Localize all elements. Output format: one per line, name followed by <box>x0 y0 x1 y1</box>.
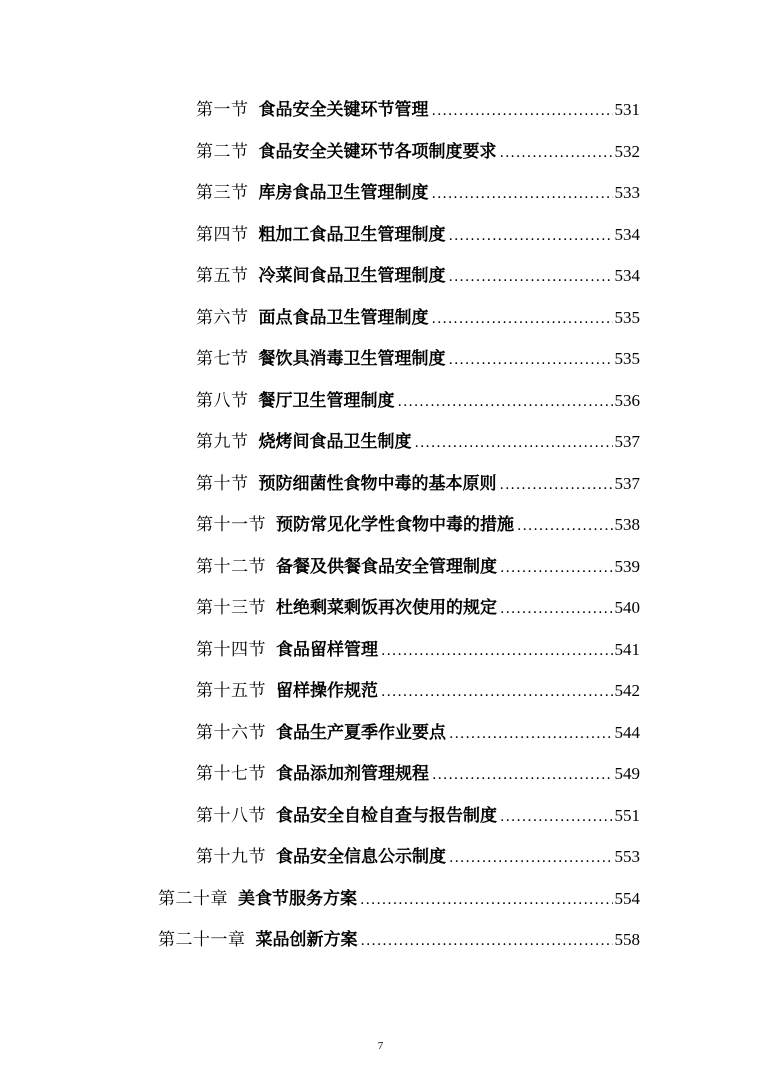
toc-entry-number: 第十九节 <box>196 847 266 867</box>
toc-entry-number: 第五节 <box>196 266 249 286</box>
toc-entry-page: 531 <box>614 100 640 119</box>
toc-entry[interactable] <box>196 469 640 499</box>
toc-entry-page: 558 <box>614 930 640 949</box>
toc-entry[interactable] <box>196 676 640 706</box>
toc-entry-title: 食品安全关键环节管理 <box>258 100 429 120</box>
toc-leader-dots <box>432 760 613 790</box>
toc-entry-number: 第二十一章 <box>158 930 246 950</box>
toc-entry-page: 539 <box>614 557 640 576</box>
toc-entry[interactable] <box>196 510 640 540</box>
toc-entry-title: 备餐及供餐食品安全管理制度 <box>276 557 497 577</box>
toc-entry-page: 532 <box>614 142 640 161</box>
toc-entry-title: 食品生产夏季作业要点 <box>276 723 446 743</box>
toc-entry-chapter[interactable] <box>158 884 640 914</box>
toc-entry[interactable] <box>196 178 640 208</box>
toc-entry-page: 541 <box>614 640 640 659</box>
toc-leader-dots <box>449 221 613 251</box>
toc-entry-title: 预防细菌性食物中毒的基本原则 <box>258 474 497 494</box>
toc-leader-dots <box>449 345 613 375</box>
toc-entry-page: 544 <box>614 723 640 742</box>
toc-entry-number: 第三节 <box>196 183 249 203</box>
toc-leader-dots <box>415 428 613 458</box>
toc-entry-page: 542 <box>614 681 640 700</box>
toc-entry-page: 554 <box>614 889 640 908</box>
toc-leader-dots <box>500 553 613 583</box>
toc-entry-title: 食品安全信息公示制度 <box>276 847 446 867</box>
toc-entry[interactable] <box>196 386 640 416</box>
toc-entry[interactable] <box>196 344 640 374</box>
toc-entry[interactable] <box>196 220 640 250</box>
toc-entry-title: 食品安全关键环节各项制度要求 <box>258 142 497 162</box>
toc-entry-title: 面点食品卫生管理制度 <box>258 308 429 328</box>
toc-entry-title: 食品安全自检自查与报告制度 <box>276 806 497 826</box>
toc-entry-number: 第十四节 <box>196 640 266 660</box>
toc-leader-dots <box>500 470 613 500</box>
toc-entry-chapter[interactable] <box>158 925 640 955</box>
toc-leader-dots <box>517 511 613 541</box>
toc-entry[interactable] <box>196 552 640 582</box>
toc-entry-number: 第六节 <box>196 308 249 328</box>
toc-entry-number: 第十五节 <box>196 681 266 701</box>
toc-entry-title: 杜绝剩菜剩饭再次使用的规定 <box>276 598 497 618</box>
toc-entry-page: 549 <box>614 764 640 783</box>
toc-entry-page: 551 <box>614 806 640 825</box>
toc-leader-dots <box>398 387 613 417</box>
toc-entry[interactable] <box>196 261 640 291</box>
toc-entry-page: 536 <box>614 391 640 410</box>
toc-entry[interactable] <box>196 759 640 789</box>
toc-leader-dots <box>449 719 613 749</box>
toc-entry-number: 第十三节 <box>196 598 266 618</box>
toc-leader-dots <box>432 96 613 126</box>
toc-entry-title: 美食节服务方案 <box>238 889 357 909</box>
toc-entry-page: 535 <box>614 308 640 327</box>
page-number: 7 <box>377 1040 384 1052</box>
toc-entry-title: 餐饮具消毒卫生管理制度 <box>258 349 446 369</box>
toc-entry[interactable] <box>196 635 640 665</box>
toc-leader-dots <box>432 304 613 334</box>
toc-entry[interactable] <box>196 137 640 167</box>
toc-entry-page: 553 <box>614 847 640 866</box>
toc-leader-dots <box>381 677 613 707</box>
toc-entry-title: 库房食品卫生管理制度 <box>258 183 429 203</box>
toc-entry-page: 537 <box>614 474 640 493</box>
toc-entry-number: 第七节 <box>196 349 249 369</box>
toc-entry[interactable] <box>196 801 640 831</box>
toc-entry-title: 烧烤间食品卫生制度 <box>258 432 412 452</box>
toc-entry-number: 第二十章 <box>158 889 228 909</box>
toc-leader-dots <box>381 636 613 666</box>
toc-entry-number: 第八节 <box>196 391 249 411</box>
toc-entry-title: 预防常见化学性食物中毒的措施 <box>276 515 514 535</box>
toc-entry-number: 第十二节 <box>196 557 266 577</box>
toc-leader-dots <box>500 802 613 832</box>
toc-leader-dots <box>361 926 613 956</box>
toc-entry-title: 菜品创新方案 <box>255 930 358 950</box>
toc-entry-page: 540 <box>614 598 640 617</box>
toc-entry-page: 534 <box>614 266 640 285</box>
toc-entry[interactable] <box>196 427 640 457</box>
toc-entry-title: 餐厅卫生管理制度 <box>258 391 395 411</box>
toc-entry-number: 第二节 <box>196 142 249 162</box>
toc-entry-number: 第十七节 <box>196 764 266 784</box>
toc-entry-number: 第十六节 <box>196 723 266 743</box>
toc-leader-dots <box>432 179 613 209</box>
toc-entry-title: 冷菜间食品卫生管理制度 <box>258 266 446 286</box>
toc-leader-dots <box>360 885 613 915</box>
toc-entry-page: 535 <box>614 349 640 368</box>
toc-entry-number: 第四节 <box>196 225 249 245</box>
toc-entry[interactable] <box>196 95 640 125</box>
toc-leader-dots <box>500 138 613 168</box>
toc-entry-title: 留样操作规范 <box>276 681 378 701</box>
toc-entry-number: 第一节 <box>196 100 249 120</box>
toc-entry-title: 食品留样管理 <box>276 640 378 660</box>
toc-entry[interactable] <box>196 718 640 748</box>
toc-entry-page: 537 <box>614 432 640 451</box>
toc-entry-page: 538 <box>614 515 640 534</box>
toc-entry[interactable] <box>196 593 640 623</box>
toc-entry-title: 食品添加剂管理规程 <box>276 764 429 784</box>
toc-leader-dots <box>500 594 613 624</box>
toc-entry-page: 533 <box>614 183 640 202</box>
toc-entry-number: 第十节 <box>196 474 249 494</box>
toc-leader-dots <box>449 262 613 292</box>
toc-entry-number: 第十八节 <box>196 806 266 826</box>
toc-entry-number: 第十一节 <box>196 515 266 535</box>
toc-entry-title: 粗加工食品卫生管理制度 <box>258 225 446 245</box>
toc-leader-dots <box>449 843 613 873</box>
toc-entry[interactable] <box>196 303 640 333</box>
toc-entry-number: 第九节 <box>196 432 249 452</box>
toc-entry[interactable] <box>196 842 640 872</box>
toc-entry-page: 534 <box>614 225 640 244</box>
